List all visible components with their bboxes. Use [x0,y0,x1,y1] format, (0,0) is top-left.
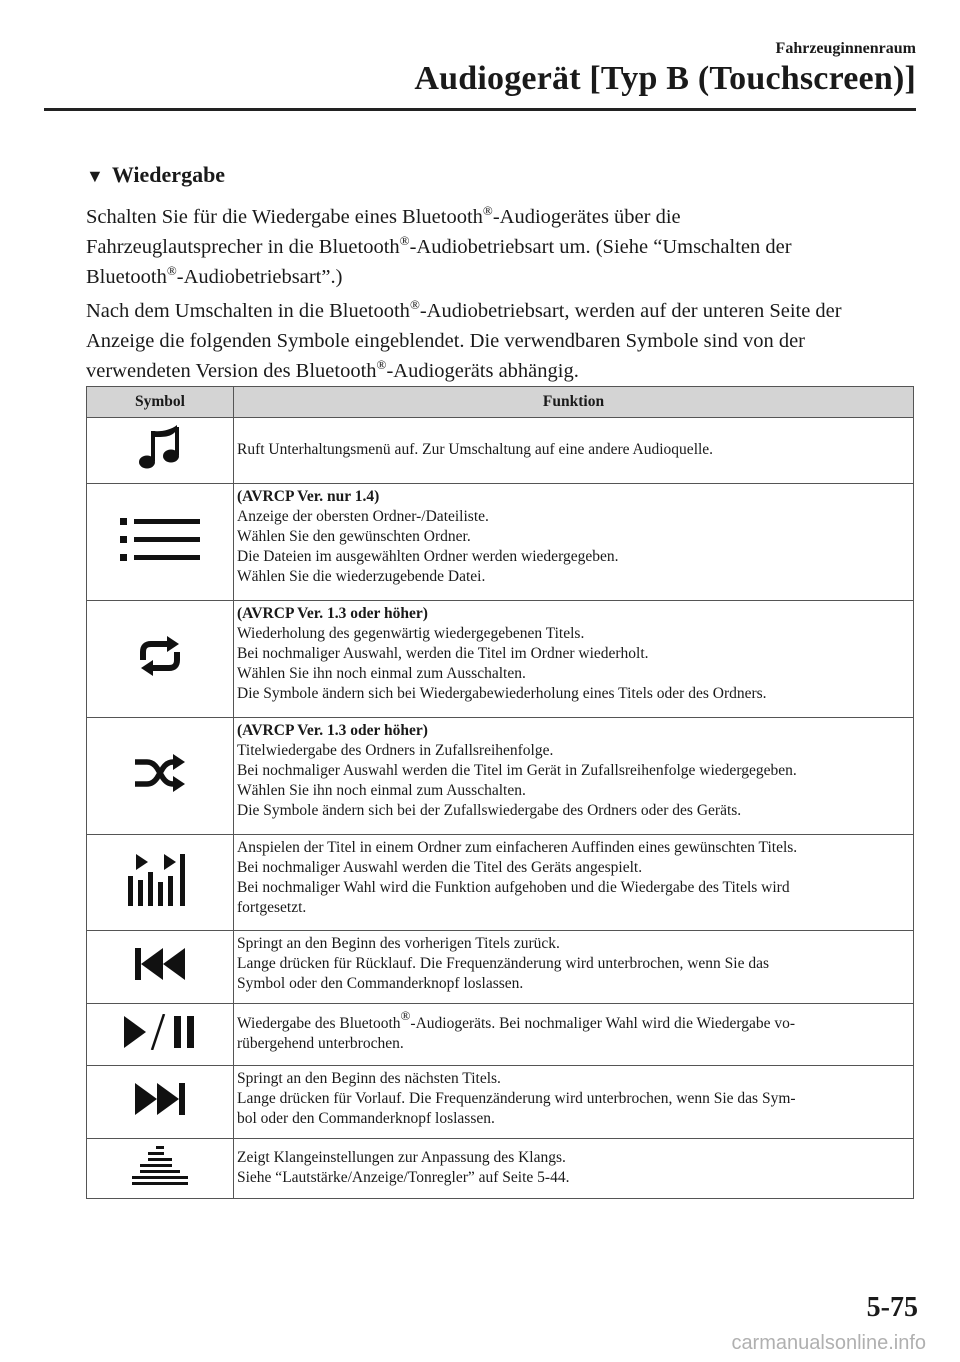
row-text: Die Symbole ändern sich bei Wiedergabewiederholung eines Titels oder des Ordners. [237,685,767,702]
intro-text-6a: verwendeten Version des Bluetooth [86,360,377,382]
row-text: Titelwiedergabe des Ordners in Zufallsreihenfolge. [237,742,554,759]
registered-mark: ® [399,233,410,248]
section-heading [86,162,225,188]
intro-text-1b: -Audiogerätes über die [492,206,681,228]
registered-mark: ® [166,263,177,278]
table-row [87,601,914,718]
row-text: bol oder den Commanderknopf loslassen. [237,1110,495,1127]
table-row [87,1139,914,1199]
row-text: Siehe “Lautstärke/Anzeige/Tonregler” auf Seite 5-44. [237,1169,570,1186]
row-text: -Audiogeräts. Bei nochmaliger Wahl wird die Wiedergabe vo- [410,1015,796,1032]
row-text: Bei nochmaliger Auswahl, werden die Titel im Ordner wiederholt. [237,645,649,662]
scan-icon [128,854,192,906]
row-version-label: (AVRCP Ver. nur 1.4) [237,488,380,505]
row-text: Wählen Sie die wiederzugebende Datei. [237,568,486,585]
intro-paragraph-1 [86,202,918,292]
row-text: Anspielen der Titel in einem Ordner zum einfacheren Auffinden eines gewünschten Titels. [237,839,798,856]
row-text: rübergehend unterbrochen. [237,1035,404,1052]
row-text: Bei nochmaliger Auswahl werden die Titel des Geräts angespielt. [237,859,643,876]
column-header-function: Funktion [234,387,914,418]
skip-back-icon [135,948,185,980]
music-note-icon [137,423,183,473]
row-text: Symbol oder den Commanderknopf loslassen. [237,975,524,992]
column-header-symbol: Symbol [87,387,234,418]
table-row [87,718,914,835]
row-text: Ruft Unterhaltungsmenü auf. Zur Umschaltung auf eine andere Audioquelle. [237,441,714,458]
registered-mark: ® [482,203,493,218]
triangle-down-icon: ▼ [86,166,104,186]
list-icon [120,516,200,562]
shuffle-icon [135,754,185,792]
intro-text-6b: -Audiogeräts abhängig. [386,360,579,382]
header-rule [44,108,916,111]
table-row [87,484,914,601]
intro-text [86,202,918,390]
row-text: Wählen Sie ihn noch einmal zum Ausschalten. [237,665,526,682]
row-text: Wählen Sie den gewünschten Ordner. [237,528,471,545]
row-text: Springt an den Beginn des nächsten Titels. [237,1070,501,1087]
table-row [87,418,914,484]
repeat-icon [135,636,185,676]
row-text: Wiedergabe des Bluetooth [237,1015,401,1032]
row-text: Bei nochmaliger Auswahl werden die Titel im Gerät in Zufallsreihenfolge wiedergegeben. [237,762,797,779]
intro-text-4b: -Audiobetriebsart, werden auf der unteren Seite der [419,300,842,322]
row-text: Wiederholung des gegenwärtig wiedergegebenen Titels. [237,625,585,642]
table-row [87,1004,914,1066]
play-pause-icon [124,1014,196,1050]
section-heading-text: Wiedergabe [111,162,226,187]
row-text: Lange drücken für Rücklauf. Die Frequenzänderung wird unterbrochen, wenn Sie das [237,955,769,972]
intro-paragraph-2 [86,296,918,386]
chapter-label: Fahrzeuginnenraum [775,40,916,57]
row-text: Die Symbole ändern sich bei der Zufallswiedergabe des Ordners oder des Geräts. [237,802,742,819]
table-header-row [87,387,914,418]
registered-mark: ® [400,1008,411,1023]
page-title: Audiogerät [Typ B (Touchscreen)] [414,60,916,97]
row-version-label: (AVRCP Ver. 1.3 oder höher) [237,605,428,622]
skip-forward-icon [135,1083,185,1115]
table-row [87,931,914,1004]
intro-text-3b: -Audiobetriebsart”.) [176,266,343,288]
symbol-table [86,386,914,1199]
registered-mark: ® [409,297,420,312]
page-number: 5-75 [866,1292,918,1323]
row-text: Wählen Sie ihn noch einmal zum Ausschalten. [237,782,526,799]
row-text: Springt an den Beginn des vorherigen Titels zurück. [237,935,560,952]
row-text: fortgesetzt. [237,899,307,916]
table-row [87,1066,914,1139]
intro-text-2a: Fahrzeuglautsprecher in die Bluetooth [86,236,400,258]
row-text: Zeigt Klangeinstellungen zur Anpassung des Klangs. [237,1149,566,1166]
registered-mark: ® [376,357,387,372]
watermark-link[interactable]: carmanualsonline.info [731,1332,926,1354]
intro-text-1a: Schalten Sie für die Wiedergabe eines Bluetooth [86,206,483,228]
intro-text-4a: Nach dem Umschalten in die Bluetooth [86,300,410,322]
equalizer-icon [132,1146,188,1186]
intro-text-3a: Bluetooth [86,266,167,288]
row-text: Die Dateien im ausgewählten Ordner werden wiedergegeben. [237,548,619,565]
intro-text-2b: -Audiobetriebsart um. (Siehe “Umschalten der [409,236,792,258]
row-text: Lange drücken für Vorlauf. Die Frequenzänderung wird unterbrochen, wenn Sie das Sym- [237,1090,796,1107]
row-text: Anzeige der obersten Ordner-/Dateiliste. [237,508,489,525]
table-row [87,835,914,931]
row-version-label: (AVRCP Ver. 1.3 oder höher) [237,722,428,739]
intro-text-5: Anzeige die folgenden Symbole eingeblendet. Die verwendbaren Symbole sind von der [86,330,806,352]
row-text: Bei nochmaliger Wahl wird die Funktion aufgehoben und die Wiedergabe des Titels wird [237,879,790,896]
